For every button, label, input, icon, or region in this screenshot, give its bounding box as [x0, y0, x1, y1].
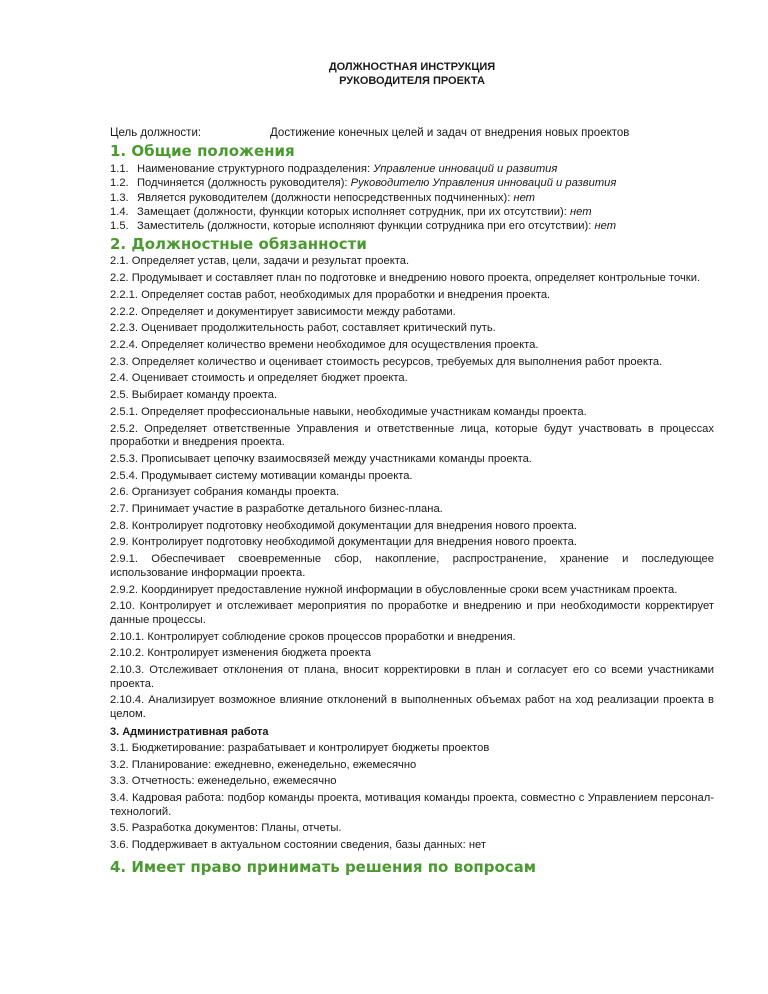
- list-item: 3.1. Бюджетирование: разрабатывает и контролирует бюджеты проектов: [110, 741, 490, 754]
- list-item: 3.6. Поддерживает в актуальном состоянии сведения, базы данных: нет: [110, 839, 487, 852]
- section-2-heading: 2. Должностные обязанности: [110, 235, 367, 254]
- list-item: 2.9.1. Обеспечивает своевременные сбор, накопление, распространение, хранение и последующее использование информации проекта.: [110, 553, 714, 579]
- list-item: 2.1. Определяет устав, цели, задачи и результат проекта.: [110, 255, 410, 268]
- list-item: 2.2.4. Определяет количество времени необходимое для осуществления проекта.: [110, 339, 539, 351]
- list-item: 2.10.3. Отслеживает отклонения от плана, вносит корректировки в план и согласует его со всеми участниками проекта.: [110, 664, 714, 690]
- list-item: 2.5.2. Определяет ответственные Управления и ответственные лица, которые будут участвовать в процессах проработки и внедрения проекта.: [110, 422, 714, 449]
- list-item: 3.3. Отчетность: еженедельно, ежемесячно: [110, 775, 337, 788]
- list-item: 2.2. Продумывает и составляет план по подготовке и внедрению нового проекта, определяет контрольные точки.: [110, 272, 701, 285]
- list-item: 2.10. Контролирует и отслеживает мероприятия по проработке и внедрению и при необходимости корректирует данные процессы.: [110, 600, 714, 626]
- list-item: 2.9. Контролирует подготовку необходимой документации для внедрения нового проекта.: [110, 536, 577, 549]
- list-item: 2.5.4. Продумывает систему мотивации команды проекта.: [110, 469, 413, 482]
- list-item: 1.1. Наименование структурного подразделения: Управление инноваций и развития: [110, 163, 558, 175]
- document-title-line-2: РУКОВОДИТЕЛЯ ПРОЕКТА: [339, 75, 485, 87]
- position-goal: [110, 126, 714, 140]
- list-item: 3.4. Кадровая работа: подбор команды проекта, мотивация команды проекта, совместно с Управлением персонал-технологий.: [110, 791, 714, 818]
- document-page: [110, 60, 714, 878]
- list-item: 3.5. Разработка документов: Планы, отчеты.: [110, 822, 342, 835]
- list-item: 2.5.3. Прописывает цепочку взаимосвязей между участниками команды проекта.: [110, 452, 532, 465]
- list-item: 2.10.2. Контролирует изменения бюджета проекта: [110, 647, 371, 660]
- list-item: 1.4. Замещает (должности, функции которых исполняет сотрудник, при их отсутствии): нет: [110, 205, 592, 218]
- section-1-heading: 1. Общие положения: [110, 142, 295, 160]
- list-item: 2.10.4. Анализирует возможное влияние отклонений в выполненных объемах работ на ход реализации проекта в целом.: [110, 694, 714, 721]
- section-2-list: [110, 255, 714, 852]
- list-item: 2.2.1. Определяет состав работ, необходимых для проработки и внедрения проекта.: [110, 288, 551, 301]
- list-item: 2.8. Контролирует подготовку необходимой документации для внедрения нового проекта.: [110, 519, 577, 532]
- document-title-line-1: ДОЛЖНОСТНАЯ ИНСТРУКЦИЯ: [328, 61, 496, 73]
- list-item: 2.3. Определяет количество и оценивает стоимость ресурсов, требуемых для выполнения работ проекта.: [110, 355, 663, 368]
- position-goal-value: Достижение конечных целей и задач от внедрения новых проектов: [270, 127, 630, 139]
- list-item: 2.10.1. Контролирует соблюдение сроков процессов проработки и внедрения.: [110, 630, 516, 643]
- list-item: 2.4. Оценивает стоимость и определяет бюджет проекта.: [110, 372, 408, 385]
- list-item: 2.9.2. Координирует предоставление нужной информации в обусловленные сроки всем участникам проекта.: [110, 583, 678, 596]
- list-item: 3.2. Планирование: ежедневно, еженедельно, ежемесячно: [110, 758, 417, 771]
- list-item: 2.6. Организует собрания команды проекта.: [110, 486, 340, 499]
- position-goal-label: Цель должности:: [110, 127, 202, 139]
- section-1-list: [110, 162, 714, 233]
- section-3-heading: 3. Административная работа: [110, 725, 269, 738]
- section-4-heading: 4. Имеет право принимать решения по вопросам: [110, 857, 537, 876]
- list-item: 1.2. Подчиняется (должность руководителя): Руководителю Управления инноваций и развития: [110, 177, 617, 190]
- list-item: 2.5.1. Определяет профессиональные навыки, необходимые участникам команды проекта.: [110, 405, 587, 418]
- list-item: 1.3. Является руководителем (должности непосредственных подчиненных): нет: [110, 191, 535, 204]
- list-item: 2.2.2. Определяет и документирует зависимости между работами.: [110, 305, 456, 318]
- list-item: 2.7. Принимает участие в разработке детального бизнес-плана.: [110, 503, 443, 516]
- list-item: 1.5. Заместитель (должности, которые исполняют функции сотрудника при его отсутствии): нет: [110, 220, 617, 233]
- list-item: 2.5. Выбирает команду проекта.: [110, 389, 278, 402]
- list-item: 2.2.3. Оценивает продолжительность работ, составляет критический путь.: [110, 322, 496, 335]
